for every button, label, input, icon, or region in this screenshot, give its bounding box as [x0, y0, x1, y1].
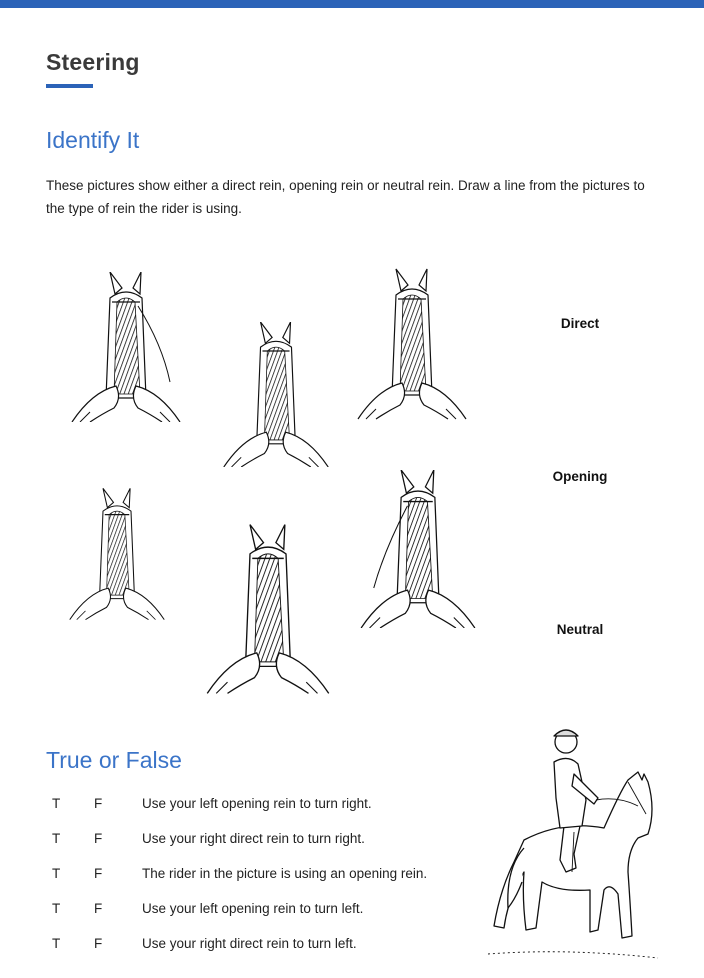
label-opening: Opening	[552, 469, 608, 484]
tf-statement: Use your left opening rein to turn right.	[142, 796, 372, 811]
rein-illustration-6	[358, 470, 478, 628]
rein-illustration-4	[68, 484, 166, 624]
label-neutral: Neutral	[556, 622, 604, 637]
horse-head-reins-icon	[220, 322, 332, 467]
false-option[interactable]: F	[94, 866, 103, 881]
true-option[interactable]: T	[52, 796, 61, 811]
top-accent-bar	[0, 0, 704, 8]
true-option[interactable]: T	[52, 831, 61, 846]
false-option[interactable]: F	[94, 901, 103, 916]
identify-heading: Identify It	[46, 127, 140, 153]
horse-and-rider-icon	[478, 722, 664, 968]
rein-illustration-5	[205, 518, 331, 700]
tf-statement: Use your right direct rein to turn left.	[142, 936, 357, 951]
label-direct: Direct	[560, 316, 600, 331]
tf-statement: Use your left opening rein to turn left.	[142, 901, 364, 916]
false-option[interactable]: F	[94, 796, 103, 811]
tf-statement: Use your right direct rein to turn right.	[142, 831, 365, 846]
true-option[interactable]: T	[52, 936, 61, 951]
horse-head-reins-icon	[358, 470, 478, 628]
tf-statement: The rider in the picture is using an opening rein.	[142, 866, 428, 881]
horse-and-rider-illustration	[478, 722, 664, 973]
section-title: Steering	[46, 49, 140, 75]
rein-illustration-3	[356, 265, 468, 423]
horse-head-reins-icon	[68, 484, 166, 624]
horse-head-reins-icon	[70, 272, 182, 422]
rein-illustration-2	[220, 322, 332, 467]
title-underline	[46, 84, 93, 88]
false-option[interactable]: F	[94, 831, 103, 846]
horse-head-reins-icon	[205, 518, 331, 700]
true-false-heading: True or False	[46, 747, 182, 773]
horse-head-reins-icon	[356, 265, 468, 423]
rein-illustration-1	[70, 272, 182, 422]
true-option[interactable]: T	[52, 866, 61, 881]
false-option[interactable]: F	[94, 936, 103, 951]
identify-instructions: These pictures show either a direct rein, opening rein or neutral rein. Draw a line from the pictures to the type of rein the rider is using.	[46, 178, 645, 216]
true-option[interactable]: T	[52, 901, 61, 916]
